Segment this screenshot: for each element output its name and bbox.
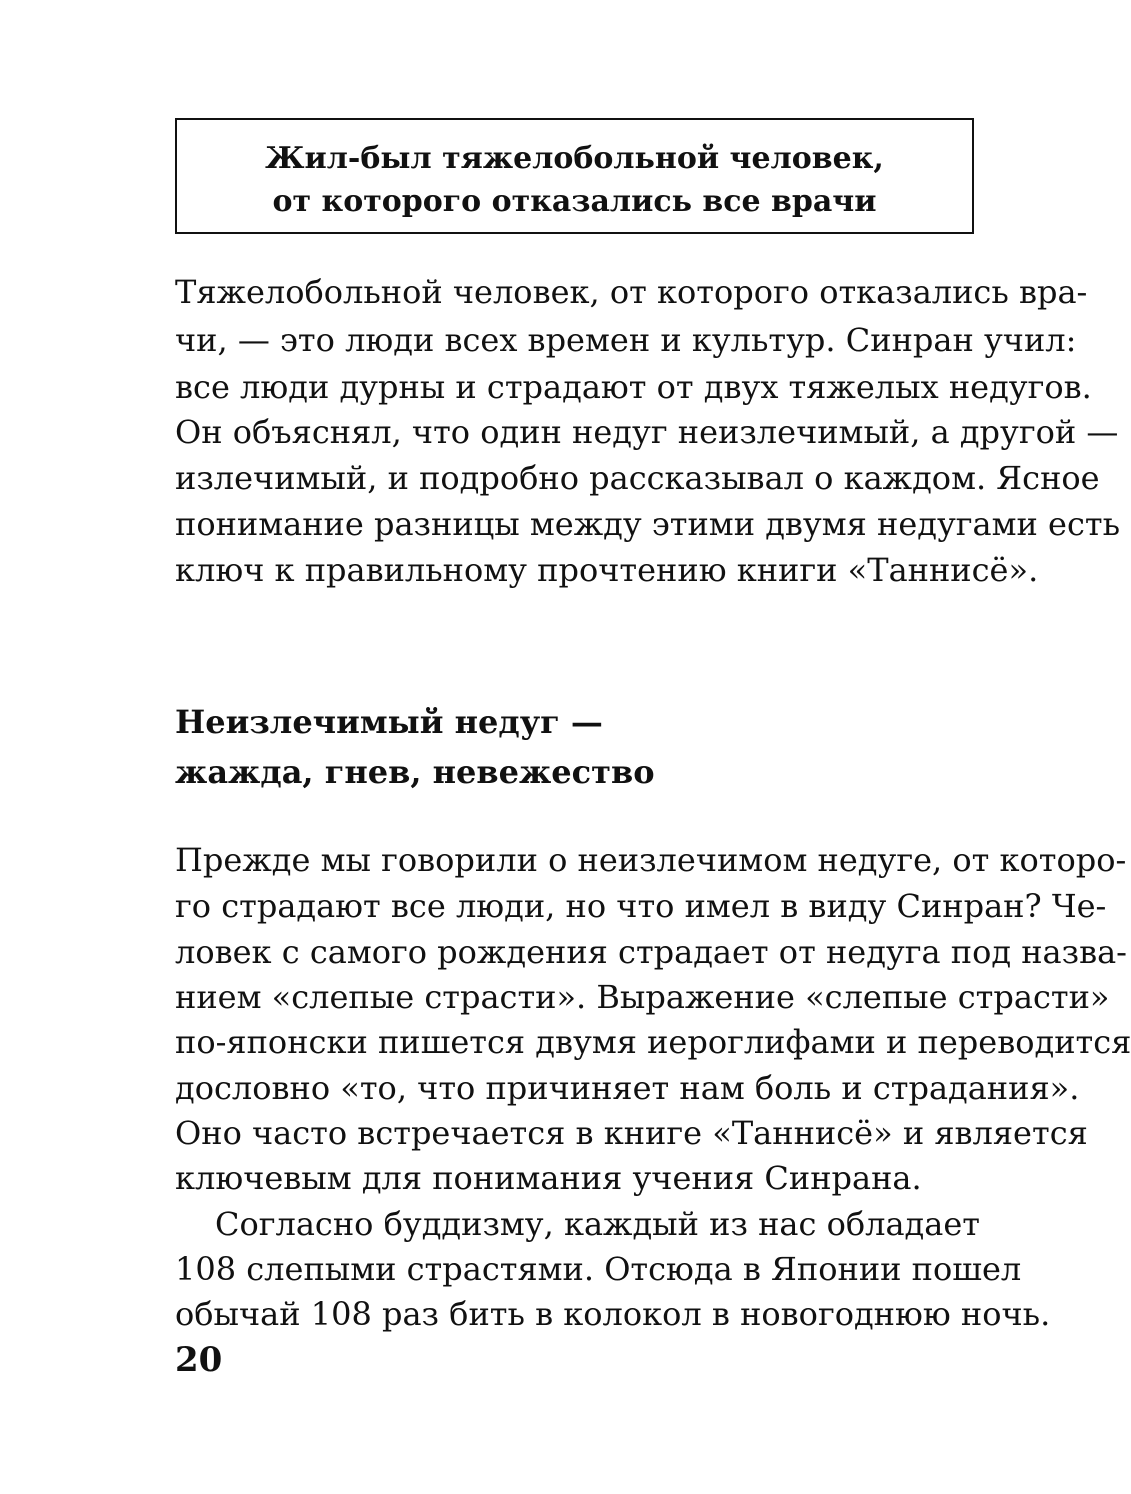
paragraph-3-line: Согласно буддизму, каждый из нас обладает: [215, 1205, 980, 1243]
paragraph-1-line: ключ к правильному прочтению книги «Таннисё».: [175, 551, 1039, 589]
paragraph-2-line: Оно часто встречается в книге «Таннисё» и является: [175, 1114, 1088, 1152]
paragraph-1-line: все люди дурны и страдают от двух тяжелых недугов.: [175, 368, 1092, 406]
paragraph-1-line: Тяжелобольной человек, от которого отказались вра-: [175, 273, 1088, 311]
paragraph-2-line: по-японски пишется двумя иероглифами и переводится: [175, 1023, 1131, 1061]
paragraph-2-line: го страдают все люди, но что имел в виду Синран? Че-: [175, 887, 1107, 925]
chapter-title-line-1: Жил-был тяжелобольной человек,: [265, 141, 884, 176]
page-number: 20: [175, 1340, 223, 1380]
paragraph-2-line: нием «слепые страсти». Выражение «слепые страсти»: [175, 978, 1110, 1016]
paragraph-1-line: чи, — это люди всех времен и культур. Синран учил:: [175, 321, 1077, 359]
section-heading-line-1: Неизлечимый недуг —: [175, 703, 603, 741]
paragraph-2-line: ключевым для понимания учения Синрана.: [175, 1159, 922, 1197]
paragraph-1-line: излечимый, и подробно рассказывал о каждом. Ясное: [175, 459, 1100, 497]
paragraph-3-line: 108 слепыми страстями. Отсюда в Японии пошел: [175, 1250, 1022, 1288]
paragraph-1-line: понимание разницы между этими двумя недугами есть: [175, 505, 1120, 543]
paragraph-2-line: ловек с самого рождения страдает от недуга под назва-: [175, 933, 1127, 971]
paragraph-2-line: дословно «то, что причиняет нам боль и страдания».: [175, 1069, 1080, 1107]
chapter-title-line-2: от которого отказались все врачи: [272, 184, 877, 219]
paragraph-1-line: Он объяснял, что один недуг неизлечимый, а другой —: [175, 413, 1119, 451]
chapter-title-box: [175, 118, 974, 234]
paragraph-3-line: обычай 108 раз бить в колокол в новогоднюю ночь.: [175, 1295, 1051, 1333]
section-heading-line-2: жажда, гнев, невежество: [175, 753, 655, 791]
paragraph-2-line: Прежде мы говорили о неизлечимом недуге, от которо-: [175, 841, 1127, 879]
